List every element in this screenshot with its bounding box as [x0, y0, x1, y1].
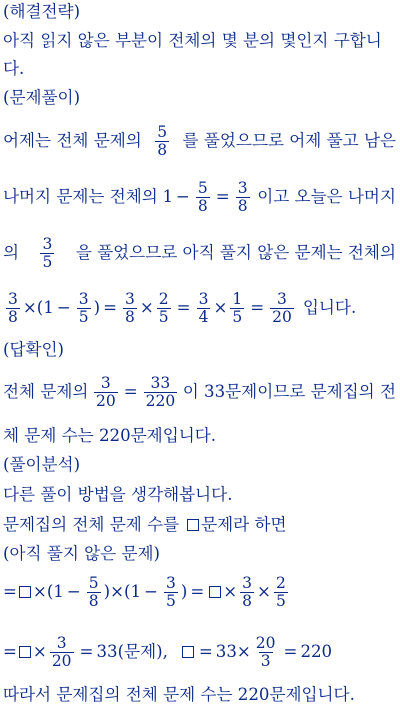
fraction [50, 635, 74, 670]
fraction [197, 291, 211, 326]
strategy-text-line-2: 다. [3, 59, 25, 78]
denominator: 20 [272, 307, 292, 326]
math-symbol: × [110, 582, 125, 601]
math-symbol: − [176, 187, 190, 206]
math-symbol: 문제라 하면 [201, 515, 287, 534]
denominator: 3 [260, 651, 271, 670]
text: 이고 오늘은 나머지 [257, 187, 396, 206]
fraction [236, 180, 250, 215]
solution-equation [3, 288, 396, 328]
denominator: 8 [237, 196, 248, 215]
math-symbol: − [56, 298, 71, 317]
denominator: 5 [42, 252, 53, 271]
solution-line-2 [3, 177, 396, 217]
math-symbol: = [176, 298, 191, 317]
numerator: 5 [197, 178, 208, 197]
numerator: 3 [8, 289, 18, 308]
math-symbol: = [283, 642, 298, 661]
text: 를 풀었으므로 어제 풀고 남은 [182, 131, 396, 150]
numerator: 3 [237, 178, 248, 197]
math-symbol: 33(문제), [96, 642, 168, 661]
math-symbol: = [250, 298, 265, 317]
numerator: 5 [157, 122, 168, 141]
text: 이 33문제이므로 문제집의 전 [182, 382, 396, 401]
math-symbol: ) [93, 298, 101, 317]
numerator: 2 [275, 573, 286, 592]
blank-box-icon [19, 646, 31, 658]
numerator: 2 [158, 289, 169, 308]
fraction [164, 575, 178, 610]
check-line-2: 체 문제 수는 220문제입니다. [3, 426, 217, 445]
math-symbol: − [144, 582, 158, 601]
math-symbol: × [22, 298, 37, 317]
analysis-line-3: (아직 풀지 않은 문제) [3, 544, 161, 563]
denominator: 4 [198, 307, 209, 326]
text: 전체 문제의 [3, 382, 89, 401]
math-symbol: ) [180, 582, 188, 601]
numerator: 3 [242, 573, 253, 592]
math-symbol: × [257, 582, 271, 601]
analysis-line-2 [3, 514, 396, 536]
math-symbol: − [66, 582, 81, 601]
numerator: 20 [255, 633, 276, 652]
expression [162, 180, 252, 215]
denominator: 5 [232, 307, 243, 326]
math-symbol: = [198, 642, 213, 661]
check-line-1 [3, 372, 396, 412]
numerator: 5 [88, 573, 99, 592]
numerator: 3 [165, 573, 176, 592]
denominator: 5 [275, 591, 286, 610]
denominator: 220 [145, 391, 176, 410]
heading-solution: (문제풀이) [3, 88, 81, 107]
numerator: 3 [56, 633, 67, 652]
blank-box-icon [187, 519, 199, 531]
expression [91, 375, 180, 410]
fraction [240, 575, 254, 610]
fraction-five-eighths [155, 124, 169, 159]
math-symbol: = [3, 582, 17, 601]
solution-line-3 [3, 233, 396, 273]
blank-box-icon [19, 586, 31, 598]
numerator: 33 [150, 373, 171, 392]
heading-analysis: (풀이분석) [3, 455, 81, 474]
analysis-equation-1 [3, 572, 396, 612]
math-symbol: = [103, 298, 117, 317]
denominator: 8 [125, 307, 135, 326]
denominator: 5 [165, 591, 176, 610]
solution-line-1 [3, 121, 396, 161]
denominator: 8 [8, 307, 18, 326]
math-symbol: × [223, 582, 238, 601]
math-symbol: (1 [36, 298, 54, 317]
fraction [196, 180, 210, 215]
denominator: 5 [158, 307, 169, 326]
fraction-three-fifths [40, 236, 54, 271]
numerator: 3 [277, 289, 287, 308]
denominator: 20 [95, 391, 116, 410]
math-symbol: 1 [162, 187, 174, 206]
fraction [274, 575, 288, 610]
analysis-line-1: 다른 풀이 방법을 생각해봅니다. [3, 485, 233, 504]
blank-box-icon [209, 586, 221, 598]
denominator: 8 [197, 196, 208, 215]
text: 을 풀었으므로 아직 풀지 않은 문제는 전체의 [75, 243, 396, 262]
math-symbol: × [213, 298, 228, 317]
heading-strategy: (해결전략) [3, 2, 81, 21]
denominator: 8 [88, 591, 99, 610]
math-symbol: × [32, 642, 47, 661]
fraction [77, 291, 91, 326]
math-symbol: (1 [46, 582, 64, 601]
math-symbol: × [139, 298, 154, 317]
text: 의 [3, 243, 20, 262]
strategy-text-line-1: 아직 읽지 않은 부분이 전체의 몇 분의 몇인지 구합니 [3, 31, 382, 50]
fraction [6, 291, 20, 326]
fraction [87, 575, 101, 610]
math-symbol: × [236, 642, 251, 661]
numerator: 3 [125, 289, 135, 308]
math-symbol: = [215, 187, 230, 206]
text: 입니다. [302, 298, 357, 317]
math-symbol: = [3, 642, 17, 661]
fraction [144, 375, 178, 410]
conclusion-line: 따라서 문제집의 전체 문제 수는 220문제입니다. [3, 685, 355, 704]
text: 나머지 문제는 전체의 [3, 187, 158, 206]
math-symbol: 220 [300, 642, 333, 661]
math-symbol: 문제집의 전체 문제 수를 [3, 515, 180, 534]
denominator: 8 [242, 591, 253, 610]
math-symbol: 33 [215, 642, 237, 661]
math-symbol: = [123, 382, 138, 401]
fraction [123, 291, 137, 326]
math-symbol: = [190, 582, 205, 601]
math-symbol: ) [103, 582, 111, 601]
numerator: 1 [232, 289, 243, 308]
blank-box-icon [182, 646, 194, 658]
math-symbol: = [79, 642, 94, 661]
numerator: 3 [198, 289, 209, 308]
math-symbol: × [32, 582, 47, 601]
fraction [230, 291, 244, 326]
math-symbol: (1 [124, 582, 142, 601]
fraction [270, 291, 294, 326]
analysis-equation-2 [3, 632, 396, 672]
numerator: 3 [78, 289, 89, 308]
numerator: 3 [42, 234, 53, 253]
fraction [94, 375, 118, 410]
text: 어제는 전체 문제의 [3, 131, 142, 150]
numerator: 3 [100, 373, 111, 392]
denominator: 20 [51, 651, 72, 670]
denominator: 8 [157, 140, 168, 159]
fraction [254, 635, 278, 670]
denominator: 5 [78, 307, 89, 326]
fraction [157, 291, 171, 326]
heading-check: (답확인) [3, 340, 65, 359]
